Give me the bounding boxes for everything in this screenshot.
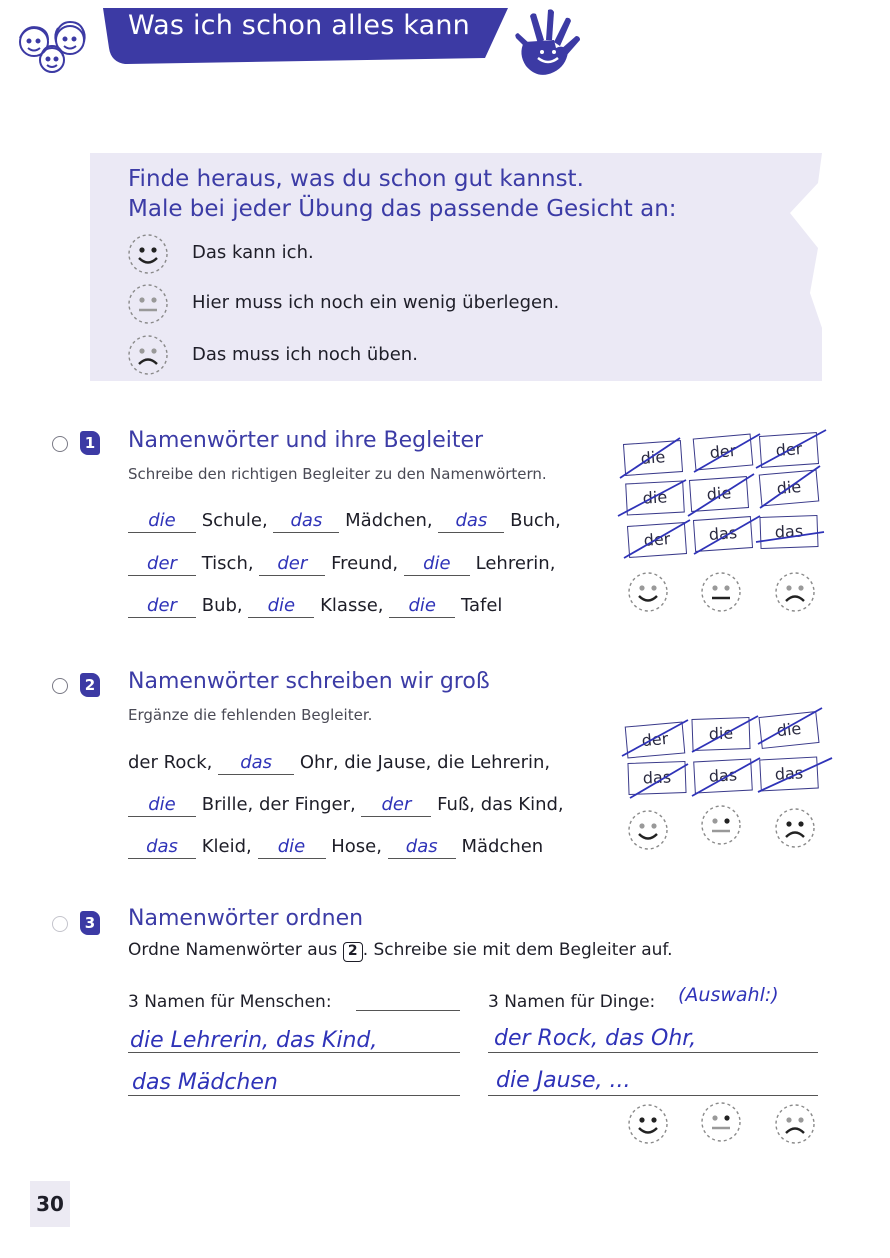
word-card: die: [689, 476, 749, 512]
instruction-line-1: Finde heraus, was du schon gut kannst.: [128, 166, 584, 192]
exercise-3-checkbox[interactable]: [52, 916, 68, 932]
word-card: die: [759, 470, 820, 507]
answer-blank[interactable]: das: [388, 836, 456, 859]
noun: Tafel: [460, 595, 503, 616]
text: Brille, der Finger,: [201, 794, 356, 815]
noun: Freund,: [331, 553, 399, 574]
things-answer-1[interactable]: der Rock, das Ohr,: [494, 1026, 697, 1051]
answer-blank[interactable]: das: [128, 836, 196, 859]
answer-blank[interactable]: der: [259, 553, 325, 576]
answer-blank[interactable]: das: [218, 752, 294, 775]
answer-line: [488, 1095, 818, 1096]
exercise-2-subtitle: Ergänze die fehlenden Begleiter.: [128, 706, 373, 724]
word-card: das: [627, 761, 686, 795]
word-card: der: [693, 434, 754, 471]
text: Ohr, die Jause, die Lehrerin,: [299, 752, 551, 773]
subtitle-text: . Schreibe sie mit dem Begleiter auf.: [362, 940, 673, 960]
exercise-3-subtitle: [128, 940, 673, 962]
neutral-face-icon[interactable]: [699, 570, 743, 614]
answer-blank[interactable]: die: [128, 510, 196, 533]
answer-blank[interactable]: die: [248, 595, 314, 618]
hand-print-icon: [510, 8, 592, 80]
page-number: 30: [30, 1181, 70, 1227]
word-card: der: [759, 432, 819, 468]
word-card: das: [759, 515, 818, 549]
noun: Schule,: [201, 510, 268, 531]
word-card: die: [758, 711, 819, 749]
word-card: die: [625, 481, 685, 516]
neutral-face-icon: [126, 282, 170, 326]
noun: Klasse,: [320, 595, 384, 616]
neutral-face-icon[interactable]: [699, 803, 743, 847]
noun: Tisch,: [201, 553, 254, 574]
legend-happy-text: Das kann ich.: [192, 242, 314, 263]
answer-blank[interactable]: die: [258, 836, 326, 859]
exercise-2-number: 2: [80, 673, 100, 697]
answer-blank[interactable]: der: [128, 595, 196, 618]
answer-line: [356, 1010, 460, 1011]
exercise-2-line-1: [128, 752, 550, 775]
sad-face-icon[interactable]: [773, 570, 817, 614]
answer-blank[interactable]: der: [361, 794, 431, 817]
exercise-1-line-2: [128, 553, 555, 576]
happy-face-icon[interactable]: [626, 1102, 670, 1146]
answer-blank[interactable]: das: [438, 510, 504, 533]
text: der Rock,: [128, 752, 213, 773]
instruction-line-2: Male bei jeder Übung das passende Gesicht an:: [128, 196, 677, 222]
people-label: 3 Namen für Menschen:: [128, 992, 332, 1012]
page-title: Was ich schon alles kann: [128, 10, 470, 41]
legend-sad-text: Das muss ich noch üben.: [192, 344, 418, 365]
text: Hose,: [331, 836, 382, 857]
people-answer-2[interactable]: das Mädchen: [132, 1070, 278, 1095]
things-answer-2[interactable]: die Jause, ...: [496, 1068, 631, 1093]
text: Kleid,: [201, 836, 252, 857]
noun: Lehrerin,: [475, 553, 556, 574]
exercise-2-title: Namenwörter schreiben wir groß: [128, 669, 490, 694]
exercise-reference: 2: [343, 942, 363, 962]
sad-face-icon: [126, 333, 170, 377]
exercise-2-line-2: [128, 794, 564, 817]
answer-blank[interactable]: die: [128, 794, 196, 817]
exercise-1-line-1: [128, 510, 561, 533]
sad-face-icon[interactable]: [773, 1102, 817, 1146]
word-card: das: [693, 759, 753, 794]
things-label: 3 Namen für Dinge:: [488, 992, 656, 1012]
exercise-2-checkbox[interactable]: [52, 678, 68, 694]
happy-face-icon[interactable]: [626, 808, 670, 852]
answer-line: [128, 1095, 460, 1096]
text: Mädchen: [461, 836, 544, 857]
word-card: der: [625, 722, 686, 759]
happy-face-icon[interactable]: [626, 570, 670, 614]
word-card: die: [691, 717, 750, 751]
word-card: das: [759, 757, 819, 792]
people-answer-1[interactable]: die Lehrerin, das Kind,: [130, 1028, 378, 1053]
noun: Buch,: [510, 510, 561, 531]
text: Fuß, das Kind,: [437, 794, 564, 815]
exercise-1-checkbox[interactable]: [52, 436, 68, 452]
cards-strikethrough: [610, 420, 830, 570]
things-note: (Auswahl:): [678, 984, 779, 1006]
legend-neutral-text: Hier muss ich noch ein wenig überlegen.: [192, 292, 560, 313]
answer-line: [488, 1052, 818, 1053]
word-card: die: [623, 440, 683, 476]
answer-line: [128, 1052, 460, 1053]
answer-blank[interactable]: das: [273, 510, 339, 533]
exercise-2-line-3: [128, 836, 543, 859]
exercise-3-number: 3: [80, 911, 100, 935]
answer-blank[interactable]: die: [389, 595, 455, 618]
happy-face-icon: [126, 232, 170, 276]
answer-blank[interactable]: der: [128, 553, 196, 576]
exercise-1-number: 1: [80, 431, 100, 455]
noun: Mädchen,: [345, 510, 433, 531]
answer-blank[interactable]: die: [404, 553, 470, 576]
word-card: das: [693, 516, 753, 552]
exercise-1-title: Namenwörter und ihre Begleiter: [128, 428, 484, 453]
children-faces-icon: [12, 14, 94, 76]
exercise-1-subtitle: Schreibe den richtigen Begleiter zu den Namenwörtern.: [128, 465, 547, 483]
exercise-1-line-3: [128, 595, 502, 618]
neutral-face-icon[interactable]: [699, 1100, 743, 1144]
subtitle-text: Ordne Namenwörter aus: [128, 940, 338, 960]
word-card: der: [627, 522, 687, 558]
cards-strikethrough: [610, 700, 835, 810]
noun: Bub,: [201, 595, 243, 616]
sad-face-icon[interactable]: [773, 806, 817, 850]
exercise-3-title: Namenwörter ordnen: [128, 906, 364, 931]
